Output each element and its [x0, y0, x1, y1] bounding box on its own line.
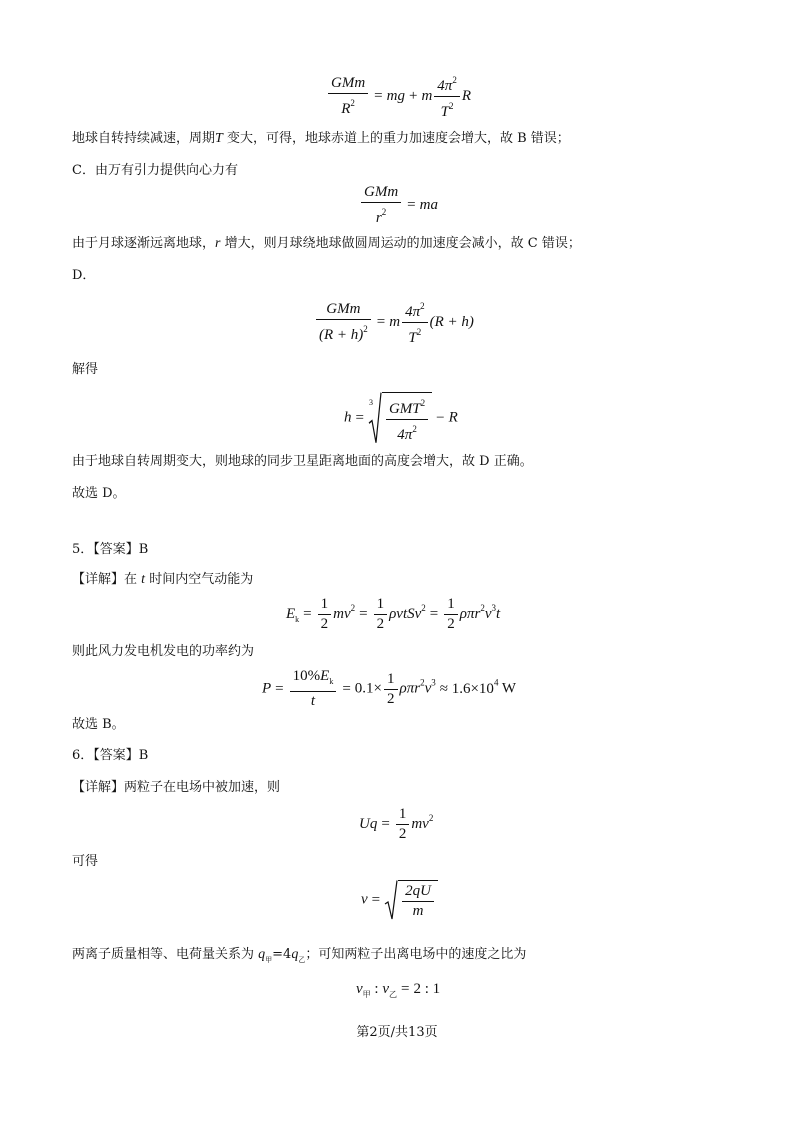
text-line: 两离子质量相等、电荷量关系为 $q_甲=4q_乙$；可知两粒子出离电场中的速度之比为 — [72, 947, 527, 964]
equation-centripetal: $\frac{\text{GMm}}{r^2}$ = ma — [359, 184, 438, 227]
text-line: 故选 B。 — [72, 717, 125, 732]
equation-height-solution: h = 3 $\frac{GMT^2}{4\pi^2}$ − R — [344, 392, 458, 444]
text-line: 则此风力发电机发电的功率约为 — [72, 644, 255, 659]
text-line: D． — [72, 268, 96, 283]
text-line: C．由万有引力提供向心力有 — [72, 163, 238, 178]
equation-gravity-rotation: $\frac{\text{GMm}}{R^2}$ = mg + m $\frac{4\pi^2}{T^2}$ R — [326, 72, 471, 121]
equation-velocity: v = $\frac{2qU}{m}$ — [361, 880, 438, 920]
page-footer: 第2页/共13页 — [356, 1025, 438, 1040]
question-6-answer: 6．【答案】B — [72, 748, 149, 763]
equation-kinetic-energy: $E_k$ = $\frac{1}{2}$ $mv^2$ = $\frac{1}{2}$ ρvtSv$^2$ = $\frac{1}{2}$ $\rho\pi r^2v^3t$ — [286, 596, 501, 632]
equation-synchronous-orbit: $\frac{\text{GMm}}{(R + h)^2}$ = m $\frac{4\pi^2}{T^2}$ (R + h) — [314, 298, 474, 347]
equation-power: P = $\frac{10\%E_k}{t}$ = 0.1× $\frac{1}{2}$ $\rho\pi r^2v^3 \approx 1.6\times 10^4$ W — [262, 668, 517, 709]
text-line: 故选 D。 — [72, 486, 126, 501]
equation-velocity-ratio: $v_甲$ : $v_乙 = 2$ : 1 — [356, 981, 441, 999]
text-line: 由于月球逐渐远离地球，r 增大，则月球绕地球做圆周运动的加速度会减小，故 C 错误； — [72, 236, 581, 251]
text-line: 地球自转持续减速，周期T 变大，可得，地球赤道上的重力加速度会增大，故 B 错误； — [72, 131, 570, 146]
text-line: 解得 — [72, 362, 99, 377]
text-line: 可得 — [72, 854, 99, 869]
text-line: 【详解】在 t 时间内空气动能为 — [72, 572, 254, 587]
text-line: 【详解】两粒子在电场中被加速，则 — [72, 780, 281, 795]
text-line: 由于地球自转周期变大，则地球的同步卫星距离地面的高度会增大，故 D 正确。 — [72, 454, 533, 469]
question-5-answer: 5．【答案】B — [72, 542, 149, 557]
equation-electric-work: Uq = $\frac{1}{2}$ $mv^2$ — [359, 806, 434, 842]
